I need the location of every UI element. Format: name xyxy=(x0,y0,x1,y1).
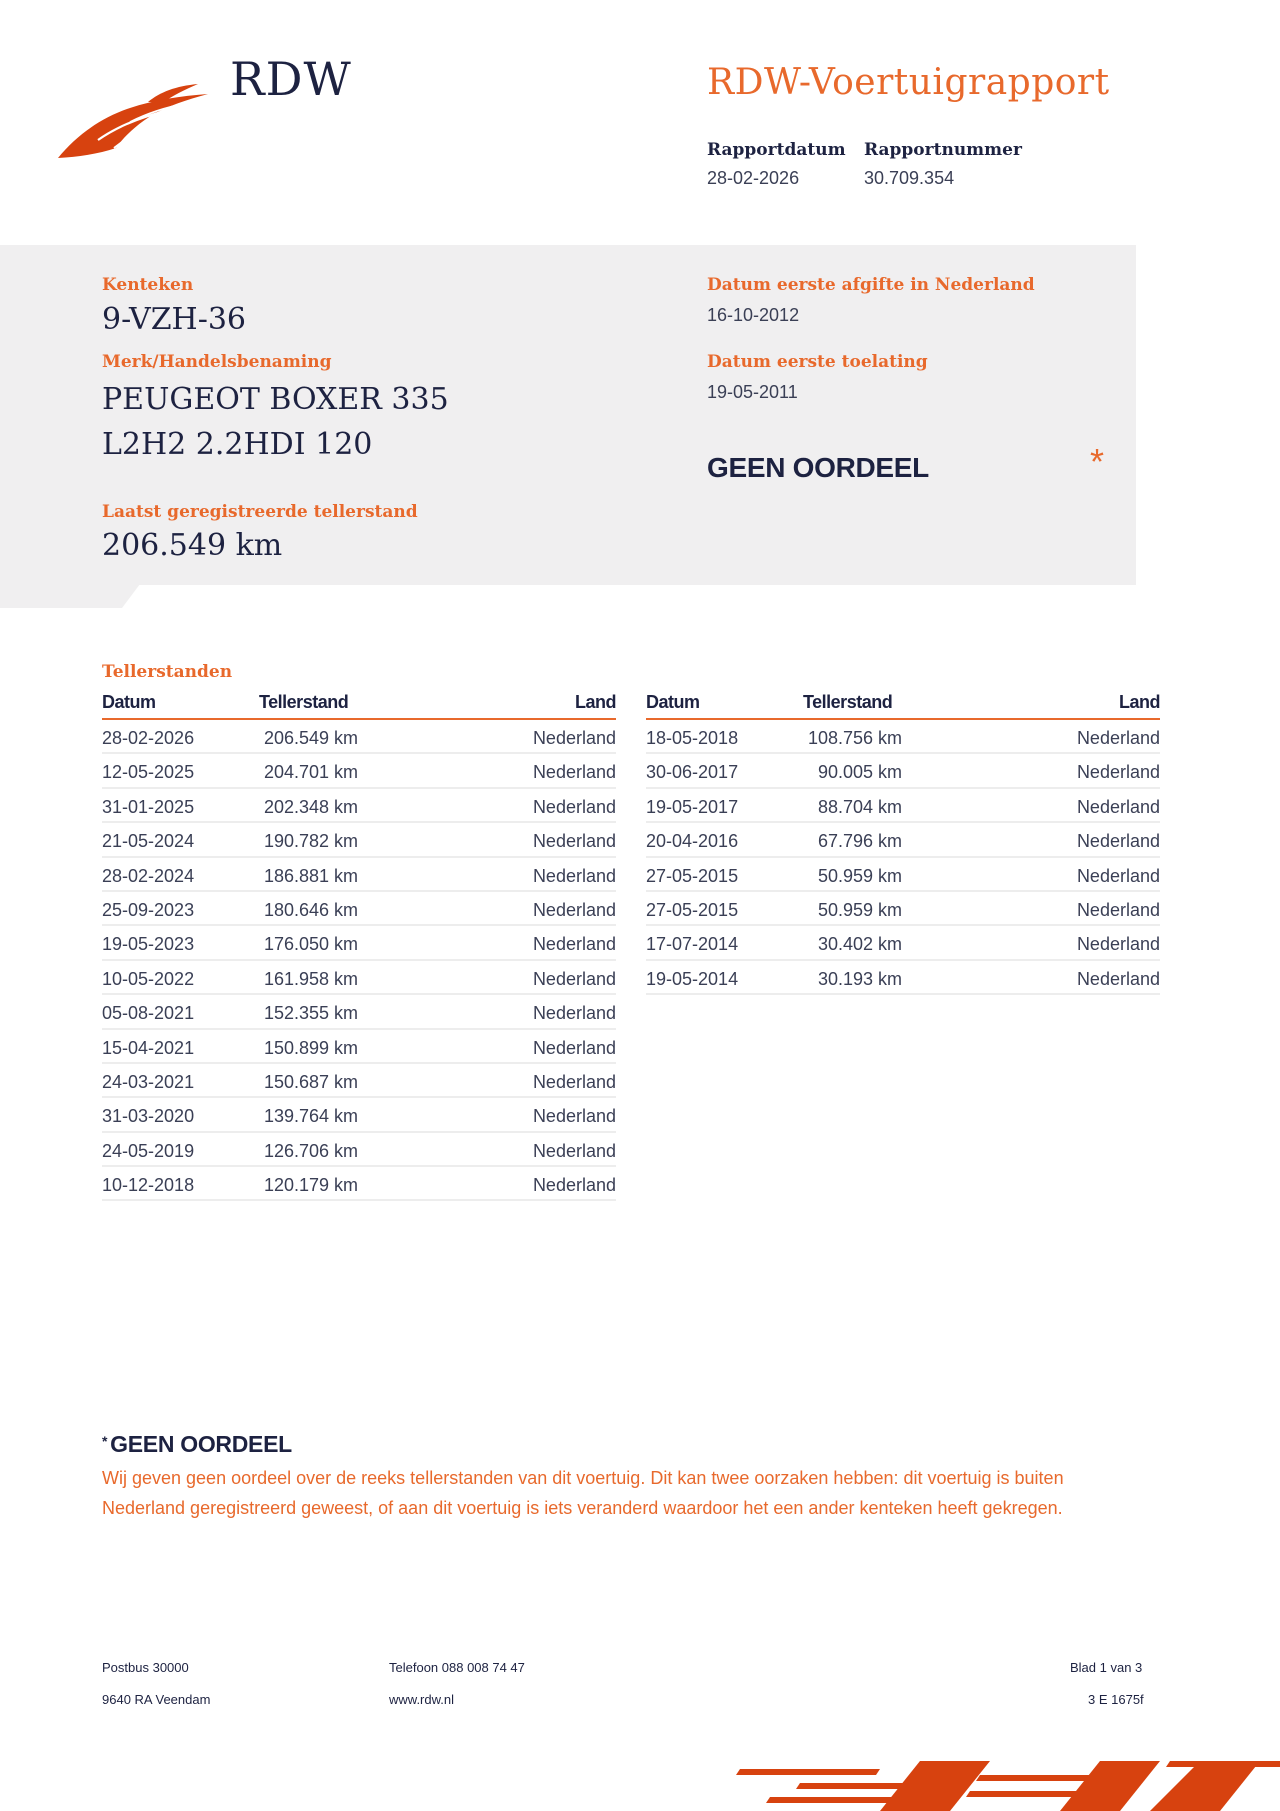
country-cell: Nederland xyxy=(1076,762,1160,783)
date-cell: 27-05-2015 xyxy=(646,865,739,886)
footnote-marker: * xyxy=(102,1433,108,1449)
table-row xyxy=(102,1064,616,1098)
table-row xyxy=(102,892,616,926)
reading-cell: 206.549 km xyxy=(263,728,358,748)
date-cell: 19-05-2014 xyxy=(646,968,739,989)
first-issue-nl-label: Datum eerste afgifte in Nederland xyxy=(707,275,1035,295)
footnote-text: Wij geven geen oordeel over de reeks tellerstanden van dit voertuig. Dit kan twee oorzaken hebben: dit voertuig is buiten Nederland geregistreerd geweest, of aan dit voertuig is iets veranderd waardoor het een ander kenteken heeft gekregen. xyxy=(102,1468,1064,1518)
table-row xyxy=(102,1098,616,1132)
footnote-title xyxy=(102,1431,292,1458)
date-cell: 20-04-2016 xyxy=(646,831,739,852)
plate-label: Kenteken xyxy=(102,275,194,295)
country-cell: Nederland xyxy=(532,865,616,886)
footer-website[interactable]: www.rdw.nl xyxy=(389,1692,455,1707)
country-cell: Nederland xyxy=(532,968,616,989)
date-cell: 18-05-2018 xyxy=(646,728,739,748)
report-number-label: Rapportnummer xyxy=(864,140,1022,160)
table-row xyxy=(102,995,616,1029)
table-row xyxy=(646,858,1160,892)
column-header-reading: Tellerstand xyxy=(803,692,893,712)
date-cell: 19-05-2017 xyxy=(646,796,739,817)
country-cell: Nederland xyxy=(532,1140,616,1161)
table-row xyxy=(102,720,616,754)
column-header-date: Datum xyxy=(646,692,700,712)
table-header xyxy=(102,690,616,720)
table-row xyxy=(646,926,1160,960)
reading-cell: 180.646 km xyxy=(263,899,358,920)
date-cell: 31-01-2025 xyxy=(102,796,195,817)
country-cell: Nederland xyxy=(532,762,616,783)
country-cell: Nederland xyxy=(532,1175,616,1196)
column-header-country: Land xyxy=(1119,692,1160,712)
reading-cell: 150.687 km xyxy=(263,1071,358,1092)
report-number: 30.709.354 xyxy=(864,168,955,188)
date-cell: 19-05-2023 xyxy=(102,934,195,955)
report-date: 28-02-2026 xyxy=(707,168,800,188)
table-row xyxy=(102,1167,616,1201)
column-header-reading: Tellerstand xyxy=(259,692,349,712)
country-cell: Nederland xyxy=(532,796,616,817)
reading-cell: 30.193 km xyxy=(817,968,902,989)
footer-postbus: Postbus 30000 xyxy=(102,1660,189,1675)
footer-city: 9640 RA Veendam xyxy=(102,1692,211,1707)
reading-cell: 108.756 km xyxy=(807,728,902,748)
reading-cell: 50.959 km xyxy=(817,899,902,920)
verdict-text: GEEN OORDEEL xyxy=(707,452,929,483)
date-cell: 31-03-2020 xyxy=(102,1106,195,1127)
rdw-stripes-decoration xyxy=(730,1757,1280,1811)
country-cell: Nederland xyxy=(532,934,616,955)
reading-cell: 202.348 km xyxy=(263,796,358,817)
table-row xyxy=(102,961,616,995)
reading-cell: 150.899 km xyxy=(263,1037,358,1058)
reading-cell: 88.704 km xyxy=(817,796,902,817)
table-row xyxy=(102,789,616,823)
table-row xyxy=(646,754,1160,788)
footer-phone: Telefoon 088 008 74 47 xyxy=(389,1660,525,1675)
first-admission-label: Datum eerste toelating xyxy=(707,352,928,372)
date-cell: 21-05-2024 xyxy=(102,831,195,852)
date-cell: 24-03-2021 xyxy=(102,1071,195,1092)
country-cell: Nederland xyxy=(1076,934,1160,955)
reading-cell: 186.881 km xyxy=(263,865,358,886)
table-row xyxy=(102,858,616,892)
reading-cell: 139.764 km xyxy=(263,1106,358,1127)
odometer-label: Laatst geregistreerde tellerstand xyxy=(102,502,418,522)
footer-page-number: Blad 1 van 3 xyxy=(1070,1660,1143,1675)
table-row xyxy=(646,892,1160,926)
rdw-wing-logo-icon xyxy=(58,82,210,160)
country-cell: Nederland xyxy=(1076,968,1160,989)
reading-cell: 50.959 km xyxy=(817,865,902,886)
verdict-asterisk: * xyxy=(1090,441,1105,482)
reading-cell: 176.050 km xyxy=(263,934,358,955)
table-row xyxy=(102,1133,616,1167)
date-cell: 27-05-2015 xyxy=(646,899,739,920)
date-cell: 05-08-2021 xyxy=(102,1003,195,1024)
reading-cell: 126.706 km xyxy=(263,1140,358,1161)
reading-cell: 90.005 km xyxy=(817,762,902,783)
brand-line-1: PEUGEOT BOXER 335 xyxy=(102,382,449,417)
country-cell: Nederland xyxy=(532,1106,616,1127)
reading-cell: 161.958 km xyxy=(263,968,358,989)
logo-wordmark: RDW xyxy=(230,52,352,106)
reading-cell: 67.796 km xyxy=(817,831,902,852)
table-row xyxy=(646,961,1160,995)
first-admission-value: 19-05-2011 xyxy=(707,382,798,402)
date-cell: 28-02-2024 xyxy=(102,865,195,886)
footer-code: 3 E 1675f xyxy=(1088,1692,1144,1707)
date-cell: 15-04-2021 xyxy=(102,1037,195,1058)
footnote-title-text: GEEN OORDEEL xyxy=(110,1431,292,1457)
report-date-label: Rapportdatum xyxy=(707,140,846,160)
date-cell: 28-02-2026 xyxy=(102,728,195,748)
date-cell: 12-05-2025 xyxy=(102,762,195,783)
odometer-table-right xyxy=(646,690,1160,995)
table-header xyxy=(646,690,1160,720)
reading-cell: 120.179 km xyxy=(263,1175,358,1196)
country-cell: Nederland xyxy=(532,831,616,852)
table-row xyxy=(646,720,1160,754)
table-row xyxy=(102,754,616,788)
country-cell: Nederland xyxy=(532,728,616,748)
odometer-value: 206.549 km xyxy=(102,528,283,563)
column-header-country: Land xyxy=(575,692,616,712)
date-cell: 25-09-2023 xyxy=(102,899,195,920)
country-cell: Nederland xyxy=(1076,728,1160,748)
date-cell: 10-12-2018 xyxy=(102,1175,195,1196)
date-cell: 17-07-2014 xyxy=(646,934,739,955)
panel-tail-shape xyxy=(0,584,160,610)
table-row xyxy=(102,823,616,857)
table-row xyxy=(102,1030,616,1064)
table-row xyxy=(102,926,616,960)
odometer-table-left xyxy=(102,690,616,1201)
country-cell: Nederland xyxy=(532,1003,616,1024)
country-cell: Nederland xyxy=(532,1037,616,1058)
country-cell: Nederland xyxy=(532,1071,616,1092)
date-cell: 30-06-2017 xyxy=(646,762,739,783)
plate-value: 9-VZH-36 xyxy=(102,302,247,337)
table-row xyxy=(646,823,1160,857)
country-cell: Nederland xyxy=(1076,899,1160,920)
reading-cell: 204.701 km xyxy=(263,762,358,783)
brand-line-2: L2H2 2.2HDI 120 xyxy=(102,427,373,462)
table-row xyxy=(646,789,1160,823)
column-header-date: Datum xyxy=(102,692,156,712)
date-cell: 24-05-2019 xyxy=(102,1140,195,1161)
country-cell: Nederland xyxy=(1076,831,1160,852)
reading-cell: 30.402 km xyxy=(817,934,902,955)
reading-cell: 190.782 km xyxy=(263,831,358,852)
country-cell: Nederland xyxy=(1076,865,1160,886)
first-issue-nl-value: 16-10-2012 xyxy=(707,305,800,325)
country-cell: Nederland xyxy=(1076,796,1160,817)
country-cell: Nederland xyxy=(532,899,616,920)
reading-cell: 152.355 km xyxy=(263,1003,358,1024)
odometer-section-title: Tellerstanden xyxy=(102,662,233,682)
report-title: RDW-Voertuigrapport xyxy=(707,62,1110,103)
date-cell: 10-05-2022 xyxy=(102,968,195,989)
brand-label: Merk/Handelsbenaming xyxy=(102,352,332,372)
